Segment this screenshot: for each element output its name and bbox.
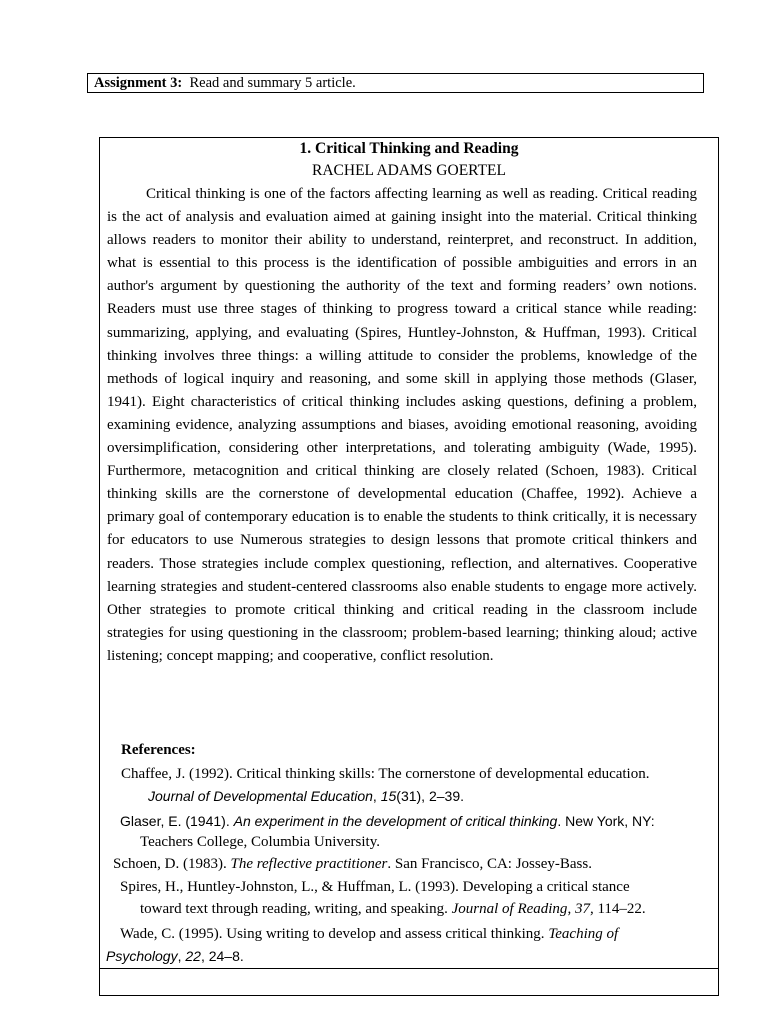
ref-chaffee-line2 xyxy=(121,785,711,807)
ref-chaffee-rest: (31), 2–39. xyxy=(396,788,464,804)
assignment-header xyxy=(87,73,704,93)
reference-schoen xyxy=(113,853,703,875)
ref-spires-text: toward text through reading, writing, and speaking. xyxy=(140,901,452,917)
references-heading: References: xyxy=(121,742,196,758)
ref-glaser-title: An experiment in the development of critical thinking xyxy=(233,813,558,829)
ref-wade-journal-part1: Teaching of xyxy=(548,926,619,942)
ref-spires-rest: , 114–22. xyxy=(589,901,646,917)
ref-chaffee-volume: 15 xyxy=(380,788,397,804)
ref-wade-sep: , xyxy=(177,948,186,964)
ref-glaser-author: Glaser, E. (1941). xyxy=(120,813,234,829)
ref-spires-journal: Journal of Reading xyxy=(451,901,568,917)
ref-chaffee-line1: Chaffee, J. (1992). Critical thinking skills: The cornerstone of developmental education. xyxy=(121,766,650,782)
ref-glaser-publisher: Teachers College, Columbia University. xyxy=(140,834,380,850)
empty-bottom-row xyxy=(99,968,719,996)
reference-spires xyxy=(120,876,710,920)
ref-spires-volume: 37 xyxy=(574,901,590,917)
ref-chaffee-sep: , xyxy=(372,788,381,804)
ref-wade-text: Wade, C. (1995). Using writing to develop and assess critical thinking. xyxy=(120,926,549,942)
reference-wade xyxy=(106,923,703,967)
assignment-label: Assignment 3: xyxy=(94,75,183,91)
ref-wade-volume: 22 xyxy=(185,948,201,964)
ref-wade-journal-part2: Psychology xyxy=(106,948,178,964)
ref-chaffee-journal: Journal of Developmental Education xyxy=(148,788,373,804)
article-body: Critical thinking is one of the factors affecting learning as well as reading. Critical reading is the act of analysis and evaluation aimed at gaining insight into the material. Critical thinking allows readers to monitor their ability to understand, reinterpret, and reconstruct. In addition, what is essential to this process is the identification of possible ambiguities and errors in an author's argument by questioning the authority of the text and forming readers’ own notions. Readers must use three stages of thinking to progress toward a critical stance while reading: summarizing, applying, and evaluating (Spires, Huntley-Johnston, & Huffman, 1993). Critical thinking involves three things: a willing attitude to consider the problems, knowledge of the methods of logical inquiry and reasoning, and some skill in applying those methods (Glaser, 1941). Eight characteristics of critical thinking includes asking questions, defining a problem, examining evidence, analyzing assumptions and biases, avoiding emotional reasoning, avoiding oversimplification, considering other interpretations, and tolerating ambiguity (Wade, 1995). Furthermore, metacognition and critical thinking are closely related (Schoen, 1983). Critical thinking skills are the cornerstone of developmental education (Chaffee, 1992). Achieve a primary goal of contemporary education is to enable the students to think critically, it is necessary for educators to use Numerous strategies to design lessons that promote critical thinkers and readers. Those strategies include complex questioning, reflection, and alternatives. Cooperative learning strategies and student-centered classrooms also enable students to engage more actively. Other strategies to promote critical thinking and critical reading in the classroom include strategies for using questioning in the classroom; problem-based learning; thinking aloud; active listening; concept mapping; and cooperative, conflict resolution. xyxy=(107,186,697,664)
ref-spires-sep: , xyxy=(567,901,575,917)
assignment-text: Read and summary 5 article. xyxy=(189,75,356,91)
ref-glaser-place: . New York, NY: xyxy=(557,813,655,829)
reference-glaser xyxy=(120,810,710,853)
ref-glaser-line1 xyxy=(120,813,655,829)
ref-schoen-author: Schoen, D. (1983). xyxy=(113,856,231,872)
article-box xyxy=(99,137,719,969)
ref-wade-line2 xyxy=(106,945,703,967)
reference-chaffee xyxy=(121,763,711,807)
article-author: RACHEL ADAMS GOERTEL xyxy=(312,162,506,179)
ref-spires-line2 xyxy=(120,898,710,920)
ref-wade-rest: , 24–8. xyxy=(200,948,244,964)
ref-schoen-title: The reflective practitioner xyxy=(230,856,388,872)
ref-spires-line1: Spires, H., Huntley-Johnston, L., & Huffman, L. (1993). Developing a critical stance xyxy=(120,879,630,895)
ref-wade-line1 xyxy=(113,926,618,942)
article-title: 1. Critical Thinking and Reading xyxy=(299,140,519,157)
ref-schoen-rest: . San Francisco, CA: Jossey-Bass. xyxy=(387,856,592,872)
